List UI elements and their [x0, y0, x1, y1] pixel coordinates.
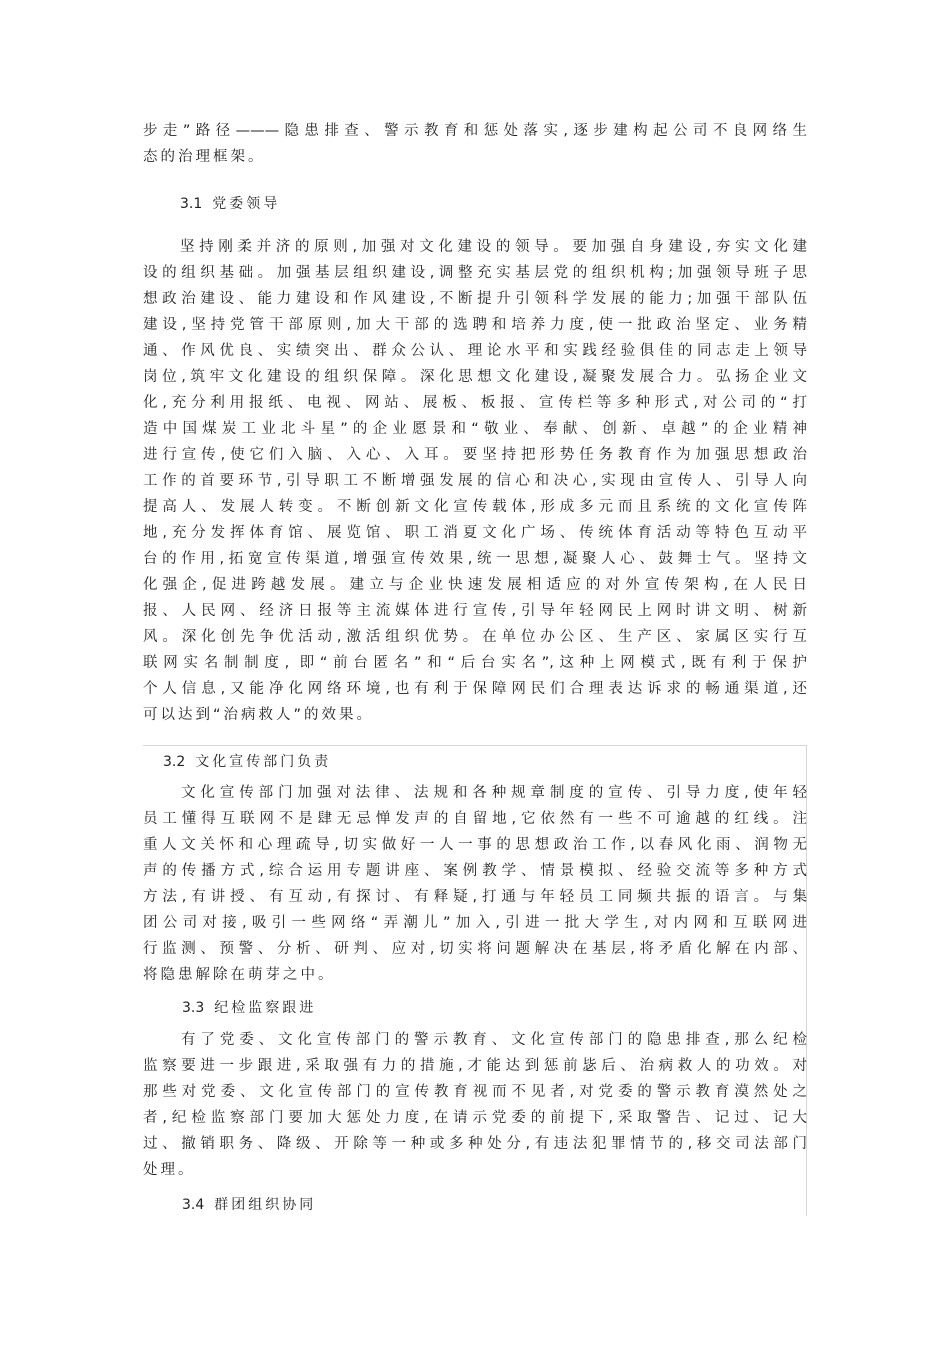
paragraph-line: 有了党委、文化宣传部门的警示教育、文化宣传部门的隐患排查,那么纪检 — [181, 1032, 807, 1048]
section-title: 纪检监察跟进 — [214, 1000, 317, 1016]
paragraph-line: 台的作用,拓宽宣传渠道,增强宣传效果,统一思想,凝聚人心、鼓舞士气。坚持文 — [143, 551, 807, 567]
section-3-2-body — [143, 780, 807, 988]
paragraph-line: 行监测、预警、分析、研判、应对,切实将问题解决在基层,将矛盾化解在内部、 — [143, 941, 807, 957]
paragraph-line: 步走”路径———隐患排查、警示教育和惩处落实,逐步建构起公司不良网络生 — [143, 123, 807, 139]
paragraph-line: 建设,坚持党管干部原则,加大干部的选聘和培养力度,使一批政治坚定、业务精 — [143, 317, 807, 333]
paragraph-line: 地,充分发挥体育馆、展览馆、职工消夏文化广场、传统体育活动等特色互动平 — [143, 525, 807, 541]
paragraph-line: 想政治建设、能力建设和作风建设,不断提升引领科学发展的能力;加强干部队伍 — [143, 291, 807, 307]
section-heading-3-1 — [180, 194, 280, 214]
intro-paragraph — [143, 118, 807, 170]
paragraph-line: 将隐患解除在萌芽之中。 — [143, 967, 336, 983]
paragraph-line: 岗位,筑牢文化建设的组织保障。深化思想文化建设,凝聚发展合力。弘扬企业文 — [143, 369, 807, 385]
paragraph-line: 处理。 — [143, 1162, 196, 1178]
paragraph-line: 风。深化创先争优活动,激活组织优势。在单位办公区、生产区、家属区实行互 — [143, 629, 807, 645]
section-title: 党委领导 — [212, 196, 281, 212]
paragraph-line: 重人文关怀和心理疏导,切实做好一人一事的思想政治工作,以春风化雨、润物无 — [143, 837, 807, 853]
paragraph-line: 态的治理框架。 — [143, 149, 266, 165]
paragraph-line: 进行宣传,使它们入脑、入心、入耳。要坚持把形势任务教育作为加强思想政治 — [143, 447, 807, 463]
paragraph-line: 化,充分利用报纸、电视、网站、展板、板报、宣传栏等多种形式,对公司的“打 — [143, 395, 807, 411]
paragraph-line: 设的组织基础。加强基层组织建设,调整充实基层党的组织机构;加强领导班子思 — [143, 265, 807, 281]
section-number: 3.2 — [163, 754, 186, 770]
section-3-1-body — [143, 234, 807, 728]
paragraph-line: 方法,有讲授、有互动,有探讨、有释疑,打通与年轻员工同频共振的语言。与集 — [143, 889, 807, 905]
paragraph-line: 通、作风优良、实绩突出、群众公认、理论水平和实践经验俱佳的同志走上领导 — [143, 343, 807, 359]
paragraph-line: 报、人民网、经济日报等主流媒体进行宣传,引导年轻网民上网时讲文明、树新 — [143, 603, 807, 619]
paragraph-line: 个人信息,又能净化网络环境,也有利于保障网民们合理表达诉求的畅通渠道,还 — [143, 681, 807, 697]
paragraph-line: 声的传播方式,综合运用专题讲座、案例教学、情景模拟、经验交流等多种方式 — [143, 863, 807, 879]
paragraph-line: 者,纪检监察部门要加大惩处力度,在请示党委的前提下,采取警告、记过、记大 — [143, 1110, 807, 1126]
paragraph-line: 化强企,促进跨越发展。建立与企业快速发展相适应的对外宣传架构,在人民日 — [143, 577, 807, 593]
paragraph-line: 可以达到“治病救人”的效果。 — [143, 707, 375, 723]
paragraph-line: 提高人、发展人转变。不断创新文化宣传载体,形成多元而且系统的文化宣传阵 — [143, 499, 807, 515]
paragraph-line: 文化宣传部门加强对法律、法规和各种规章制度的宣传、引导力度,使年轻 — [181, 785, 807, 801]
section-heading-3-4 — [182, 1195, 316, 1215]
section-heading-3-2 — [163, 752, 331, 772]
section-number: 3.1 — [180, 196, 203, 212]
paragraph-line: 坚持刚柔并济的原则,加强对文化建设的领导。要加强自身建设,夯实文化建 — [180, 239, 807, 255]
paragraph-line: 工作的首要环节,引导职工不断增强发展的信心和决心,实现由宣传人、引导人向 — [143, 473, 807, 489]
section-number: 3.3 — [182, 1000, 205, 1016]
paragraph-line: 团公司对接,吸引一些网络“弄潮儿”加入,引进一批大学生,对内网和互联网进 — [143, 915, 807, 931]
paragraph-line: 造中国煤炭工业北斗星”的企业愿景和“敬业、奉献、创新、卓越”的企业精神 — [143, 421, 807, 437]
paragraph-line: 监察要进一步跟进,采取强有力的措施,才能达到惩前毖后、治病救人的功效。对 — [143, 1058, 807, 1074]
section-number: 3.4 — [182, 1197, 205, 1213]
section-title: 群团组织协同 — [214, 1197, 317, 1213]
paragraph-line: 过、撤销职务、降级、开除等一种或多种处分,有违法犯罪情节的,移交司法部门 — [143, 1136, 807, 1152]
section-heading-3-3 — [182, 998, 316, 1018]
paragraph-line: 联网实名制制度, 即“前台匿名”和“后台实名”,这种上网模式,既有利于保护 — [143, 655, 807, 671]
section-3-3-body — [143, 1027, 807, 1183]
section-title: 文化宣传部门负责 — [195, 754, 332, 770]
paragraph-line: 那些对党委、文化宣传部门的宣传教育视而不见者,对党委的警示教育漠然处之 — [143, 1084, 807, 1100]
paragraph-line: 员工懂得互联网不是肆无忌惮发声的自留地,它依然有一些不可逾越的红线。注 — [143, 811, 807, 827]
